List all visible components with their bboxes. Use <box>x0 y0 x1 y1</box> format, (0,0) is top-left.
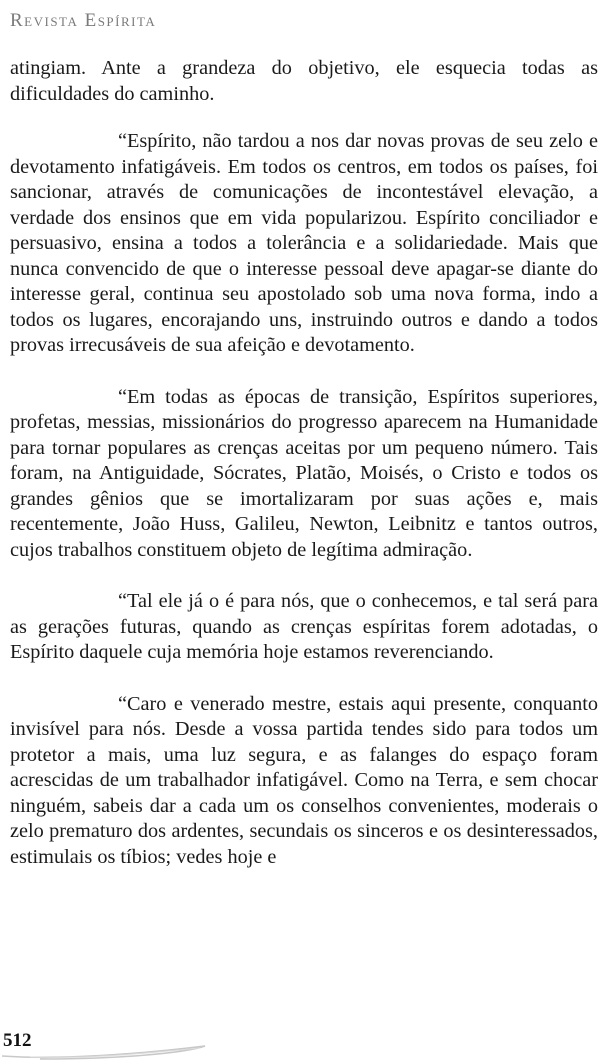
page-footer <box>0 1026 240 1061</box>
page-number: 512 <box>3 1030 32 1051</box>
paragraph-4: “Tal ele já o é para nós, que o conhecemos, e tal será para as gerações futuras, quando as crenças espíritas forem adotadas, o Espírito daquele cuja memória hoje estamos reverenciando. <box>10 590 598 663</box>
paragraph-5: “Caro e venerado mestre, estais aqui presente, conquanto invisível para nós. Desde a vossa partida tendes sido para todos um protetor a mais, uma luz segura, e as falanges do espaço foram acrescidas de um trabalhador infatigável. Como na Terra, e sem chocar ninguém, sabeis dar a cada um os conselhos convenientes, moderais o zelo prematuro dos ardentes, secundais os sinceros e os desinteressados, estimulais os tíbios; vedes hoje e <box>10 692 598 868</box>
paragraph-2: “Espírito, não tardou a nos dar novas provas de seu zelo e devotamento infatigáveis. Em todos os centros, em todos os países, foi sancionar, através de comunicações de incontestável elevação, a verdade dos ensinos que em vida popularizou. Espírito conciliador e persuasivo, ensina a todos a tolerância e a solidariedade. Mais que nunca convencido de que o interesse pessoal deve apagar-se diante do interesse geral, continua seu apostolado sob uma nova forma, indo a todos os lugares, encorajando uns, instruindo outros e dando a todos provas irrecusáveis de sua afeição e devotamento. <box>10 130 598 356</box>
decorative-swoosh-icon <box>0 1026 240 1061</box>
paragraph-3: “Em todas as épocas de transição, Espíritos superiores, profetas, messias, missionários do progresso aparecem na Humanidade para tornar populares as crenças aceitas por um pequeno número. Tais foram, na Antiguidade, Sócrates, Platão, Moisés, o Cristo e todos os grandes gênios que se imortalizaram por suas ações e, mais recentemente, João Huss, Galileu, Newton, Leibnitz e tantos outros, cujos trabalhos constituem objeto de legítima admiração. <box>10 385 598 561</box>
running-header: Revista Espírita <box>10 10 157 31</box>
body-text <box>10 56 598 896</box>
paragraph-1: atingiam. Ante a grandeza do objetivo, ele esquecia todas as dificuldades do caminho. <box>10 57 598 105</box>
